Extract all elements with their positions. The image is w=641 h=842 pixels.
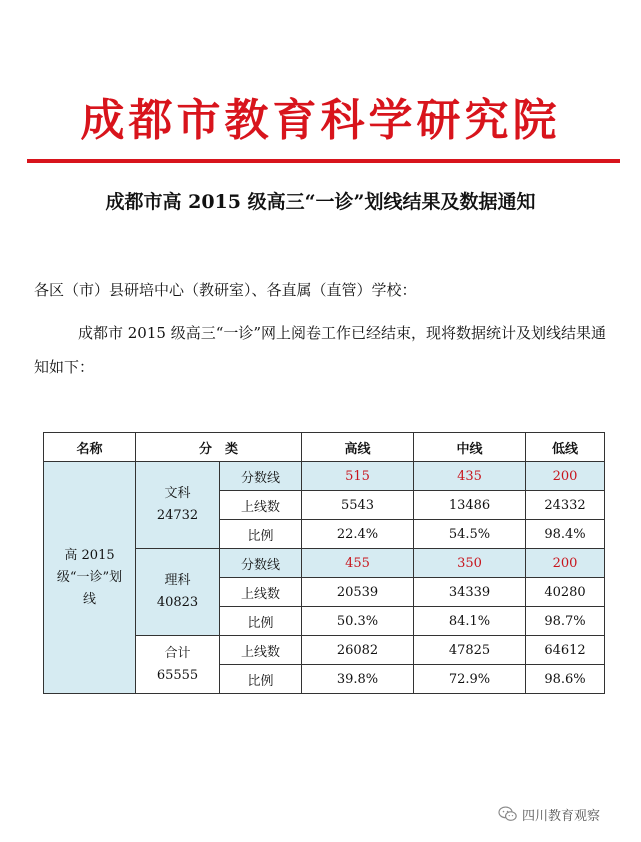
cell-mid: 47825 bbox=[414, 636, 526, 665]
cell-high: 39.8% bbox=[302, 665, 414, 694]
red-divider bbox=[27, 159, 620, 163]
cell-mid: 350 bbox=[414, 549, 526, 578]
cell-high: 22.4% bbox=[302, 520, 414, 549]
header-high: 高线 bbox=[302, 433, 414, 462]
header-category: 分 类 bbox=[136, 433, 302, 462]
section-cell bbox=[136, 549, 220, 636]
section-count: 24732 bbox=[156, 508, 199, 523]
row-label: 上线数 bbox=[220, 578, 302, 607]
cell-low: 200 bbox=[526, 462, 605, 491]
row-label: 比例 bbox=[220, 520, 302, 549]
cell-high: 515 bbox=[302, 462, 414, 491]
group-label-text: 高 2015 级“一诊”划线 bbox=[56, 547, 123, 607]
section-name: 合计 bbox=[164, 645, 191, 661]
cell-low: 200 bbox=[526, 549, 605, 578]
section-count: 40823 bbox=[156, 595, 199, 610]
body-paragraph: 成都市 2015 级高三“一诊”网上阅卷工作已经结束，现将数据统计及划线结果通知如下： bbox=[34, 324, 607, 376]
cell-mid: 54.5% bbox=[414, 520, 526, 549]
section-cell bbox=[136, 462, 220, 549]
row-label: 上线数 bbox=[220, 636, 302, 665]
cell-low: 98.7% bbox=[526, 607, 605, 636]
wechat-icon bbox=[498, 805, 518, 823]
cell-low: 98.6% bbox=[526, 665, 605, 694]
cell-low: 98.4% bbox=[526, 520, 605, 549]
row-label: 分数线 bbox=[220, 462, 302, 491]
cell-low: 64612 bbox=[526, 636, 605, 665]
results-table bbox=[43, 432, 605, 694]
section-count: 65555 bbox=[156, 667, 199, 683]
cell-high: 50.3% bbox=[302, 607, 414, 636]
cell-high: 20539 bbox=[302, 578, 414, 607]
cell-high: 455 bbox=[302, 549, 414, 578]
row-label: 上线数 bbox=[220, 491, 302, 520]
row-label: 比例 bbox=[220, 665, 302, 694]
cell-low: 40280 bbox=[526, 578, 605, 607]
row-label: 分数线 bbox=[220, 549, 302, 578]
cell-mid: 84.1% bbox=[414, 607, 526, 636]
section-name: 理科 bbox=[164, 573, 191, 588]
document-title: 成都市高 2015 级高三“一诊”划线结果及数据通知 bbox=[105, 191, 536, 213]
section-cell bbox=[136, 636, 220, 694]
institution-title: 成都市教育科学研究院 bbox=[80, 95, 561, 146]
section-name: 文科 bbox=[164, 486, 191, 501]
cell-mid: 72.9% bbox=[414, 665, 526, 694]
table-header-row bbox=[44, 433, 605, 462]
header-mid: 中线 bbox=[414, 433, 526, 462]
salutation: 各区（市）县研培中心（教研室）、各直属（直管）学校： bbox=[34, 281, 417, 299]
cell-mid: 34339 bbox=[414, 578, 526, 607]
cell-mid: 435 bbox=[414, 462, 526, 491]
header-name: 名称 bbox=[44, 433, 136, 462]
row-label: 比例 bbox=[220, 607, 302, 636]
cell-low: 24332 bbox=[526, 491, 605, 520]
group-label bbox=[44, 462, 136, 694]
header-low: 低线 bbox=[526, 433, 605, 462]
table-row bbox=[44, 462, 605, 491]
watermark bbox=[498, 801, 638, 827]
cell-high: 26082 bbox=[302, 636, 414, 665]
cell-high: 5543 bbox=[302, 491, 414, 520]
cell-mid: 13486 bbox=[414, 491, 526, 520]
watermark-text: 四川教育观察 bbox=[522, 808, 601, 824]
